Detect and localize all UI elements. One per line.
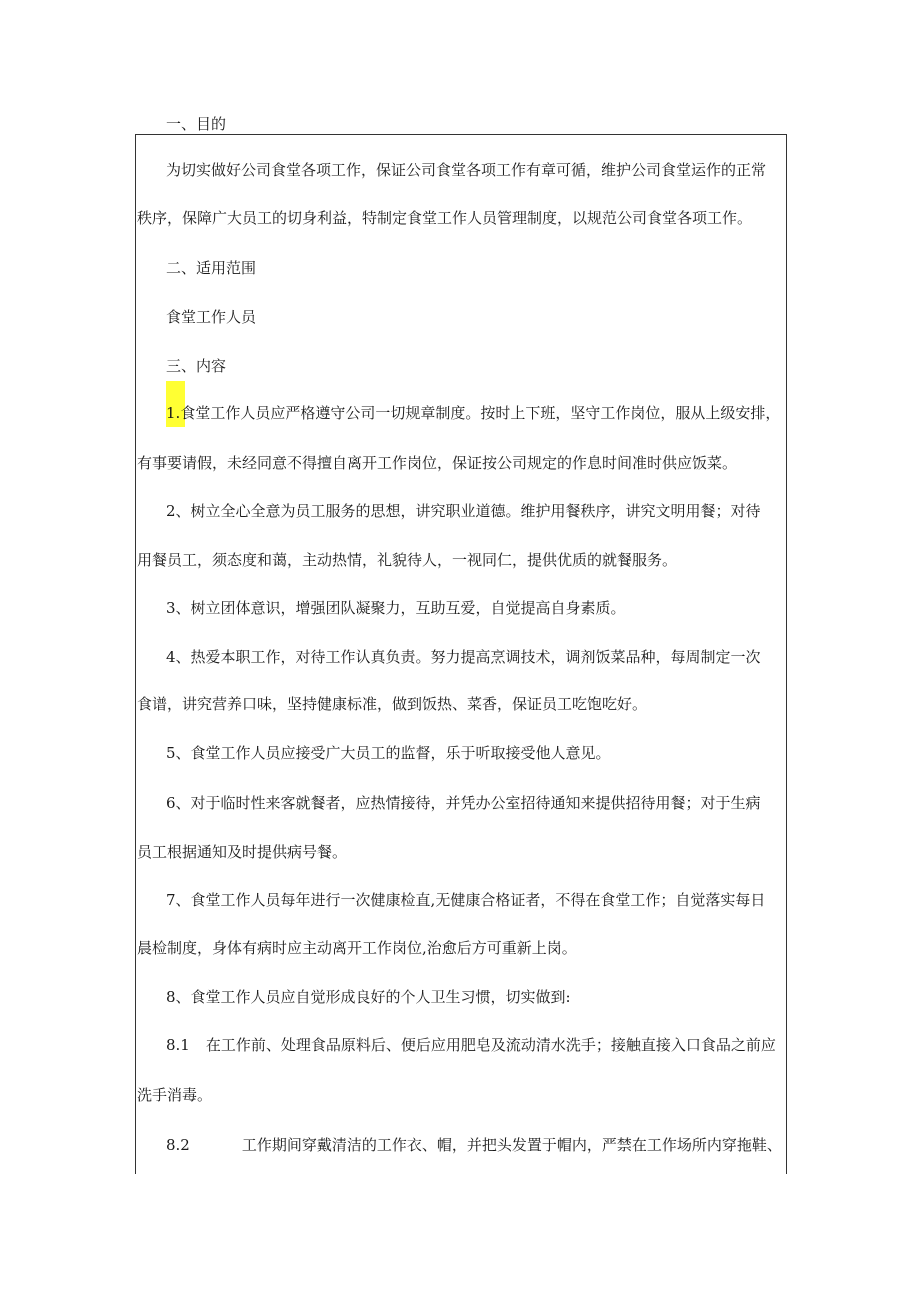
item-6-line-2: 员工根据通知及时提供病号餐。 (137, 843, 348, 861)
item-4-line-1: 4、热爱本职工作，对待工作认真负责。努力提高烹调技术，调剂饭菜品种，每周制定一次 (166, 648, 761, 666)
purpose-text-line-1: 为切实做好公司食堂各项工作，保证公司食堂各项工作有章可循，维护公司食堂运作的正常 (166, 161, 767, 179)
item-2-line-1: 2、树立全心全意为员工服务的思想，讲究职业道德。维护用餐秩序，讲究文明用餐；对待 (166, 502, 761, 520)
item-7-line-1: 7、食堂工作人员每年进行一次健康检直,无健康合格证者，不得在食堂工作；自觉落实每日 (166, 891, 766, 909)
item-1-line-1 (166, 401, 780, 425)
item-5-line-1: 5、食堂工作人员应接受广大员工的监督，乐于听取接受他人意见。 (166, 744, 611, 762)
item-7-line-2: 晨检制度，身体有病时应主动离开工作岗位,治愈后方可重新上岗。 (137, 939, 577, 957)
item-8-1-text: 在工作前、处理食品原料后、便后应用肥皂及流动清水洗手；接触直接入口食品之前应 (205, 1036, 776, 1054)
item-8-1-line-1 (166, 1033, 776, 1057)
item-1-text: 食堂工作人员应严格遵守公司一切规章制度。按时上下班，坚守工作岗位，服从上级安排， (180, 404, 781, 422)
item-8-line-1: 8、食堂工作人员应自觉形成良好的个人卫生习惯，切实做到: (166, 988, 571, 1006)
item-8-2-text: 工作期间穿戴清洁的工作衣、帽，并把头发置于帽内，严禁在工作场所内穿拖鞋、 (241, 1136, 782, 1154)
section-title-content: 三、内容 (166, 357, 227, 375)
section-title-scope: 二、适用范围 (166, 259, 257, 277)
item-8-1-number: 8.1 (166, 1036, 190, 1054)
section-title-purpose: 一、目的 (166, 115, 227, 133)
item-8-2-number: 8.2 (166, 1136, 190, 1154)
item-8-1-line-2: 洗手消毒。 (137, 1086, 213, 1104)
item-1-number: 1. (166, 404, 181, 422)
item-8-2-line-1 (166, 1133, 782, 1157)
item-6-line-1: 6、对于临时性来客就餐者，应热情接待，并凭办公室招待通知来提供招待用餐；对于生病 (166, 794, 761, 812)
item-1-line-2: 有事要请假，未经同意不得擅自离开工作岗位，保证按公司规定的作息时间准时供应饭菜。 (137, 454, 738, 472)
purpose-text-line-2: 秩序，保障广大员工的切身利益，特制定食堂工作人员管理制度，以规范公司食堂各项工作。 (137, 209, 753, 227)
item-4-line-2: 食谱，讲究营养口味，坚持健康标准，做到饭热、菜香，保证员工吃饱吃好。 (137, 695, 648, 713)
item-3-line-1: 3、树立团体意识，增强团队凝聚力，互助互爱，自觉提高自身素质。 (166, 599, 626, 617)
item-2-line-2: 用餐员工，须态度和蔼，主动热情，礼貌待人，一视同仁，提供优质的就餐服务。 (137, 551, 678, 569)
scope-text: 食堂工作人员 (166, 308, 257, 326)
